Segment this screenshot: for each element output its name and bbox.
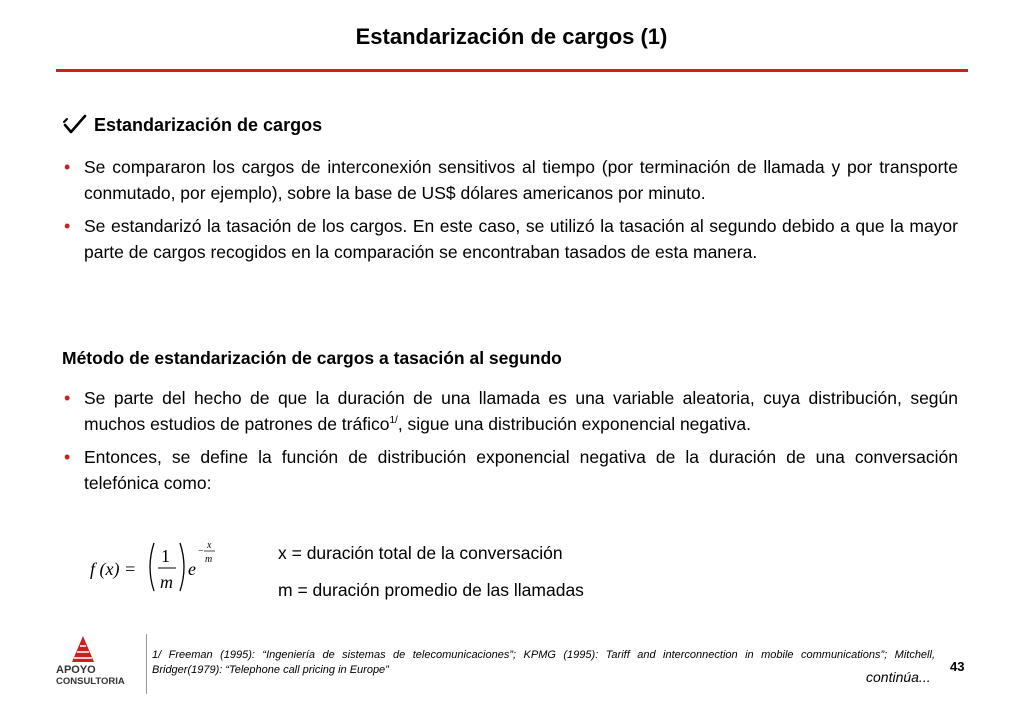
list-item: • Se estandarizó la tasación de los cargos. En este caso, se utilizó la tasación al segundo debido a que la mayor parte de cargos recogidos en la comparación se encontraban tasados de esta manera. xyxy=(64,216,958,262)
logo-line-1: APOYO xyxy=(56,664,96,676)
definition-x: x = duración total de la conversación xyxy=(278,543,563,563)
title-divider xyxy=(56,69,968,72)
method-heading: Método de estandarización de cargos a tasación al segundo xyxy=(62,348,562,368)
formula-base: e xyxy=(188,559,196,579)
page-title: Estandarización de cargos (1) xyxy=(355,24,668,49)
formula-denominator: m xyxy=(160,572,173,592)
apoyo-consultoria-logo xyxy=(56,634,140,694)
logo-emblem-icon xyxy=(56,634,140,664)
section-heading xyxy=(62,112,322,138)
formula-exp-num: x xyxy=(207,540,212,551)
footnote-ref: 1/ xyxy=(389,414,398,426)
formula-exp-den: m xyxy=(205,554,213,565)
logo-line-2: CONSULTORIA xyxy=(56,676,125,687)
continued-indicator: continúa... xyxy=(866,669,931,685)
exponential-formula xyxy=(88,537,228,597)
definition-m: m = duración promedio de las llamadas xyxy=(278,580,584,600)
formula-numerator: 1 xyxy=(161,546,170,566)
bullet-list-method xyxy=(62,386,958,504)
list-item: • Entonces, se define la función de distribución exponencial negativa de la duración de una conversación telefónica como: xyxy=(64,447,958,493)
formula-lhs: f (x) = xyxy=(90,559,137,579)
page-number: 43 xyxy=(950,659,965,674)
bullet-list-standardization xyxy=(62,155,958,273)
formula-exp-sign: − xyxy=(198,546,204,557)
footnote: 1/ Freeman (1995): “Ingeniería de sistemas de telecomunicaciones”; KPMG (1995): Tariff and interconnection in mobile communications”; Mitchell, Bridger(1979): “Telephone call pricing in Europe” xyxy=(152,649,935,676)
pencil-checkmark-icon xyxy=(62,113,88,137)
footer-divider xyxy=(146,634,147,694)
section-heading-text: Estandarización de cargos xyxy=(94,114,323,135)
list-item: • Se parte del hecho de que la duración de una llamada es una variable aleatoria, cuya distribución, según muchos estudios de patrones de tráfico$^{1/}$, sigue una distribución exponencial negativa. xyxy=(64,388,958,434)
list-item: • Se compararon los cargos de interconexión sensitivos al tiempo (por terminación de llamada y por transporte conmutado, por ejemplo), sobre la base de US$ dólares americanos por minuto. xyxy=(64,157,958,203)
